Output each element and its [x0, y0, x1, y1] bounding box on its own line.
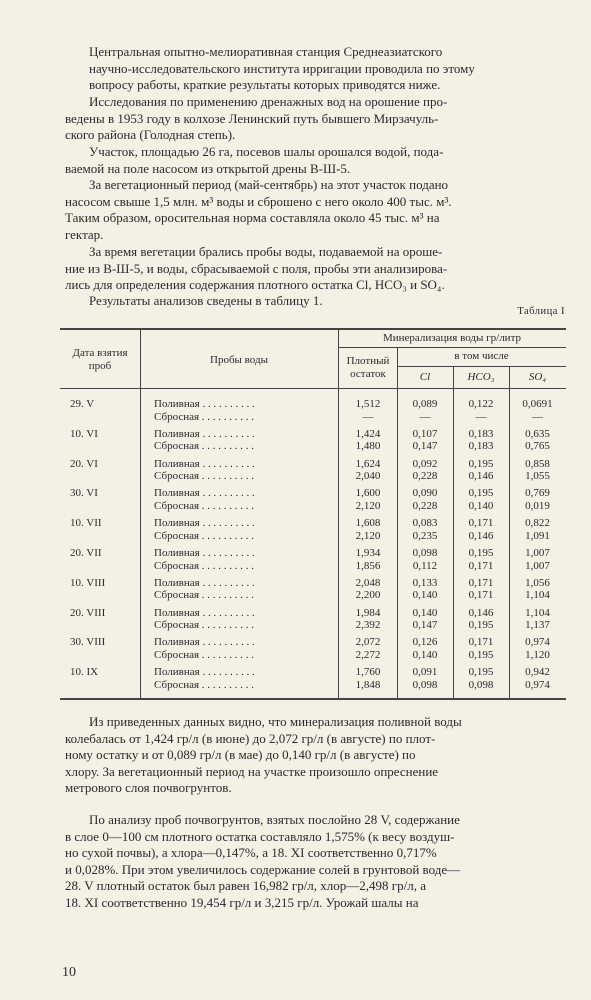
row-sample-label: Сбросная . . . . . . . . . . [154, 529, 255, 542]
table-cell: 0,107 [412, 427, 438, 440]
row-date: 29. V [70, 398, 95, 410]
table-cell: 1,104 [525, 589, 550, 602]
paragraph-soil [65, 812, 565, 911]
table-cell: 0,091 [412, 666, 438, 679]
table-cell: 0,140 [468, 499, 494, 512]
row-sample-label: Сбросная . . . . . . . . . . [154, 589, 255, 602]
table-cell: 0,122 [468, 398, 494, 410]
paragraph-research [65, 94, 565, 144]
row-date: 20. VII [70, 547, 102, 559]
table-cell: 0,171 [468, 576, 494, 589]
table-cell: 0,098 [468, 678, 494, 691]
row-date: 10. VI [70, 427, 98, 440]
text-line: Таким образом, оросительная норма составляла около 45 тыс. м³ на [65, 210, 440, 225]
row-date: 30. VI [70, 487, 98, 500]
text-line: хлору. За вегетационный период на участке произошло опреснение [65, 763, 439, 779]
row-date: 30. VIII [70, 636, 106, 649]
text-line: но сухой почвы), а хлора—0,147%, а 18. XI соответственно 0,717% [65, 845, 437, 860]
table-cell: 0,765 [525, 440, 550, 453]
table-cell: 0,090 [412, 487, 438, 500]
row-sample-label: Поливная . . . . . . . . . . [154, 398, 255, 410]
text-line: ние из В-Ш-5, и воды, сбрасываемой с поля, пробы эти анализирова- [65, 260, 448, 276]
table-cell: 0,858 [525, 457, 550, 470]
text-line: По анализу проб почвогрунтов, взятых послойно 28 V, содержание [89, 812, 460, 827]
text-line: колебалась от 1,424 гр/л (в июне) до 2,072 гр/л (в августе) по плот- [65, 730, 436, 746]
table-cell: 0,098 [412, 678, 438, 691]
row-sample-label: Сбросная . . . . . . . . . . [154, 440, 255, 453]
table-cell: 0,769 [525, 487, 550, 500]
table-cell: 1,608 [355, 517, 381, 530]
text-line: в слое 0—100 см плотного остатка составляло 1,575% (к весу воздуш- [65, 828, 455, 844]
table-cell: 0,019 [525, 499, 550, 512]
table-cell: 0,171 [468, 589, 494, 602]
table-cell: 0,974 [525, 636, 550, 649]
table-cell: 0,183 [468, 440, 494, 453]
results-table [60, 328, 566, 700]
table-cell: 0,195 [468, 487, 494, 500]
row-sample-label: Поливная . . . . . . . . . . [154, 427, 255, 440]
table-cell: 1,856 [355, 559, 381, 572]
row-sample-label: Сбросная . . . . . . . . . . [154, 499, 255, 512]
table-cell: 0,228 [412, 499, 438, 512]
header-hco3: HCO₃ [467, 371, 495, 383]
row-sample-label: Поливная . . . . . . . . . . [154, 636, 255, 649]
table-cell: 1,934 [355, 547, 381, 559]
row-date: 10. VII [70, 517, 102, 530]
table-cell: 0,140 [412, 648, 438, 661]
table-cell: 0,235 [412, 529, 438, 542]
table-cell: 2,040 [355, 470, 381, 483]
text-line: и 0,028%. При этом увеличилось содержание солей в грунтовой воде— [65, 861, 461, 877]
table-cell: 0,228 [412, 470, 438, 483]
table-cell: 0,140 [412, 589, 438, 602]
text-line: За вегетационный период (май-сентябрь) на этот участок подано [89, 177, 449, 192]
table-cell: 1,007 [525, 559, 550, 572]
table-cell: 0,092 [412, 457, 438, 470]
intro-paragraph [89, 44, 565, 94]
text-line: ведены в 1953 году в колхозе Ленинский путь бывшего Мирзачуль- [65, 110, 439, 126]
row-date: 10. VIII [70, 576, 106, 589]
header-including: в том числе [454, 350, 509, 362]
table-cell: 0,098 [412, 547, 438, 559]
row-sample-label: Сбросная . . . . . . . . . . [154, 619, 255, 632]
table-cell: 2,200 [355, 589, 381, 602]
row-sample-label: Поливная . . . . . . . . . . [154, 487, 255, 500]
row-sample-label: Поливная . . . . . . . . . . [154, 457, 255, 470]
row-date: 10. IX [70, 666, 99, 679]
table-cell: 0,195 [468, 619, 494, 632]
table-cell: 2,272 [355, 648, 381, 661]
paragraph-plot [65, 144, 565, 177]
table-cell: 1,137 [525, 619, 550, 632]
row-date: 20. VI [70, 457, 98, 470]
row-sample-label: Сбросная . . . . . . . . . . [154, 559, 255, 572]
table-cell: 1,624 [355, 457, 381, 470]
table-cell: 0,195 [468, 666, 494, 679]
table-cell: 2,048 [355, 576, 381, 589]
text-line: Исследования по применению дренажных вод на орошение про- [89, 94, 448, 109]
text-line: ваемой на поле насосом из открытой дрены В-Ш-5. [65, 160, 351, 176]
table-cell: 0,942 [525, 666, 550, 679]
table-cell: 1,056 [525, 576, 550, 589]
text-line: 28. V плотный остаток был равен 16,982 гр/л, хлор—2,498 гр/л, а [65, 878, 426, 893]
text-line: За время вегетации брались пробы воды, подаваемой на ороше- [89, 244, 443, 259]
header-date: Дата взятия проб [72, 347, 128, 372]
table-cell: 0,133 [412, 576, 438, 589]
table-cell: 0,112 [412, 559, 438, 572]
table-cell: — [419, 410, 431, 423]
table-cell: 0,146 [468, 606, 494, 619]
table-cell: 0,126 [412, 636, 438, 649]
table-cell: 0,147 [412, 440, 438, 453]
table-cell: 1,120 [525, 648, 550, 661]
table-cell: — [475, 410, 487, 423]
text-line: 18. XI соответственно 19,454 гр/л и 3,215 гр/л. Урожай шалы на [65, 894, 419, 910]
header-mineralization: Минерализация воды гр/литр [382, 332, 522, 344]
table-cell: 2,392 [355, 619, 381, 632]
page-number: 10 [62, 965, 76, 980]
paragraph-results [89, 278, 565, 310]
table-cell: 2,120 [355, 499, 381, 512]
table-caption: Таблица I [517, 306, 565, 317]
table-cell: 0,635 [525, 427, 550, 440]
header-dry-residue: Плотный остаток [346, 355, 390, 380]
table-cell: 1,600 [355, 487, 381, 500]
table-cell: — [362, 410, 374, 423]
row-sample-label: Поливная . . . . . . . . . . [154, 606, 255, 619]
row-sample-label: Поливная . . . . . . . . . . [154, 547, 255, 559]
table-cell: 0,183 [468, 427, 494, 440]
table-cell: 0,974 [525, 678, 550, 691]
table-cell: 0,171 [468, 517, 494, 530]
table-cell: 1,055 [525, 470, 550, 483]
header-so4: SO₄ [528, 371, 547, 383]
table-cell: 0,171 [468, 636, 494, 649]
row-sample-label: Поливная . . . . . . . . . . [154, 517, 255, 530]
text-line: Центральная опытно-мелиоративная станция Среднеазиатского [89, 44, 443, 59]
paragraph-conclusion [65, 714, 565, 797]
table-cell: 0,822 [525, 517, 550, 530]
table-cell: 0,146 [468, 529, 494, 542]
text-line: метрового слоя почвогрунтов. [65, 780, 232, 795]
row-sample-label: Сбросная . . . . . . . . . . [154, 678, 255, 691]
table-cell: — [532, 410, 543, 423]
text-line: ному остатку и от 0,089 гр/л (в мае) до 0,140 гр/л (в августе) по [65, 747, 416, 762]
text-line: ского района (Голодная степь). [65, 127, 236, 142]
table-cell: 0,146 [468, 470, 494, 483]
table-cell: 0,147 [412, 619, 438, 632]
text-line: вопросу работы, краткие результаты которых приводятся ниже. [89, 77, 441, 92]
row-sample-label: Поливная . . . . . . . . . . [154, 666, 255, 679]
text-line: Результаты анализов сведены в таблицу 1. [89, 293, 323, 308]
table-cell: 1,512 [355, 398, 381, 410]
table-cell: 0,195 [468, 457, 494, 470]
header-sample: Пробы воды [210, 354, 268, 366]
table-cell: 0,195 [468, 648, 494, 661]
row-sample-label: Сбросная . . . . . . . . . . [154, 410, 255, 423]
text-line: лись для определения содержания плотного остатка Cl, HCO₃ и SO₄. [65, 277, 445, 292]
table-cell: 1,848 [355, 678, 381, 691]
table-cell: 0,0691 [522, 398, 553, 410]
table-cell: 1,104 [525, 606, 550, 619]
table-cell: 0,140 [412, 606, 438, 619]
paragraph-season [65, 177, 565, 243]
text-line: Участок, площадью 26 га, посевов шалы орошался водой, пода- [89, 144, 444, 159]
table-cell: 0,171 [468, 559, 494, 572]
row-sample-label: Сбросная . . . . . . . . . . [154, 470, 255, 483]
table-cell: 0,083 [412, 517, 438, 530]
table-cell: 1,424 [355, 427, 381, 440]
row-date: 20. VIII [70, 606, 106, 619]
table-cell: 1,760 [355, 666, 381, 679]
table-cell: 2,072 [355, 636, 381, 649]
table-cell: 0,195 [468, 547, 494, 559]
row-sample-label: Поливная . . . . . . . . . . [154, 576, 255, 589]
row-sample-label: Сбросная . . . . . . . . . . [154, 648, 255, 661]
text-line: Из приведенных данных видно, что минерализация поливной воды [89, 714, 462, 729]
table-cell: 1,091 [525, 529, 550, 542]
table-cell: 1,984 [355, 606, 381, 619]
text-line: научно-исследовательского института ирригации проводила по этому [89, 60, 475, 76]
text-line: гектар. [65, 226, 104, 242]
table-cell: 0,089 [412, 398, 438, 410]
table-cell: 1,007 [525, 547, 550, 559]
text-line: насосом свыше 1,5 млн. м³ воды и сброшено с него около 400 тыс. м³. [65, 193, 452, 209]
table-cell: 1,480 [355, 440, 381, 453]
header-cl: Cl [419, 371, 431, 383]
table-cell: 2,120 [355, 529, 381, 542]
